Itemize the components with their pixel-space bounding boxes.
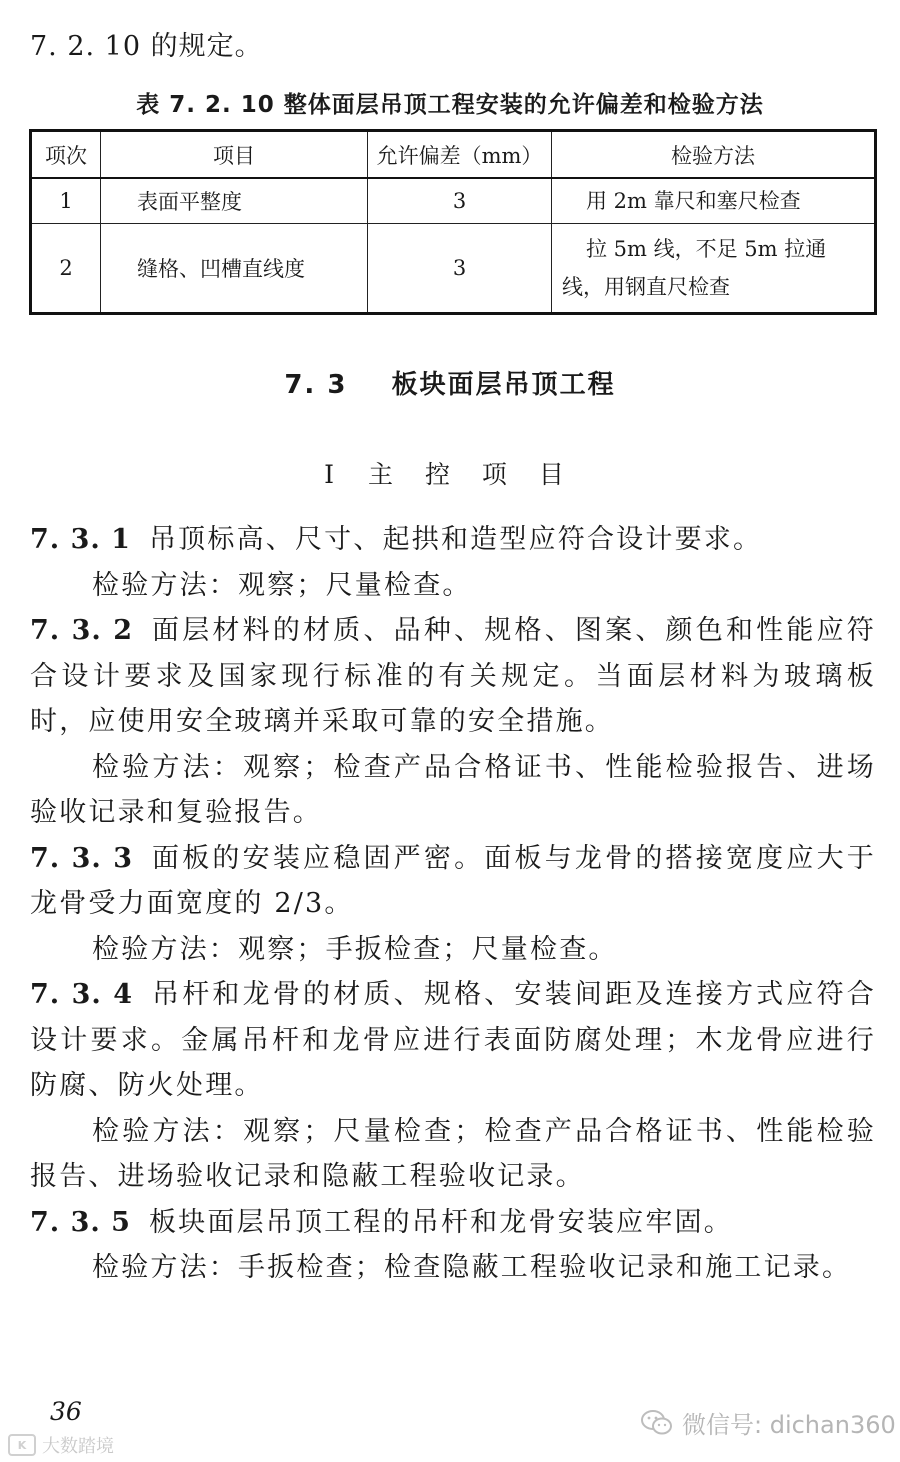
subsection-roman: Ⅰ <box>324 460 335 489</box>
clause-number: 7. 3. 1 <box>30 524 131 555</box>
clause <box>30 608 876 745</box>
clause-text: 面板的安装应稳固严密。面板与龙骨的搭接宽度应大于龙骨受力面宽度的 2/3。 <box>30 842 876 919</box>
intro-text: 7. 2. 10 的规定。 <box>30 31 263 62</box>
section-number: 7. 3 <box>284 370 348 400</box>
table-row <box>31 178 876 224</box>
clause-text: 板块面层吊顶工程的吊杆和龙骨安装应牢固。 <box>148 1206 733 1238</box>
wechat-icon <box>640 1409 674 1437</box>
page-number: 36 <box>50 1397 82 1426</box>
clause-list <box>30 517 876 1291</box>
clause <box>30 1200 876 1246</box>
header-item: 项目 <box>101 131 368 179</box>
tolerance-table <box>29 129 877 315</box>
watermark <box>640 1405 896 1440</box>
logo-icon: K <box>8 1434 36 1456</box>
section-heading <box>0 364 900 401</box>
clause-method: 检验方法：观察；检查产品合格证书、性能检验报告、进场验收记录和复验报告。 <box>30 751 876 828</box>
cell-no: 2 <box>31 224 101 314</box>
clause-method: 检验方法：观察；尺量检查。 <box>92 569 472 601</box>
section-title: 板块面层吊顶工程 <box>391 370 616 400</box>
clause-text: 面层材料的材质、品种、规格、图案、颜色和性能应符合设计要求及国家现行标准的有关规定。当面层材料为玻璃板时，应使用安全玻璃并采取可靠的安全措施。 <box>30 615 876 737</box>
cell-item: 表面平整度 <box>101 178 368 224</box>
clause-text: 吊杆和龙骨的材质、规格、安装间距及连接方式应符合设计要求。金属吊杆和龙骨应进行表面防腐处理；木龙骨应进行防腐、防火处理。 <box>30 979 876 1101</box>
clause-number: 7. 3. 2 <box>30 615 133 646</box>
cell-tolerance: 3 <box>368 178 552 224</box>
cell-method: 用 2m 靠尺和塞尺检查 <box>552 178 876 224</box>
clause-method: 检验方法：观察；尺量检查；检查产品合格证书、性能检验报告、进场验收记录和隐蔽工程验收记录。 <box>30 1115 876 1192</box>
subsection-heading <box>0 455 900 491</box>
cell-item: 缝格、凹槽直线度 <box>101 224 368 314</box>
clause-number: 7. 3. 3 <box>30 842 133 874</box>
stamp-text: 大数踏境 <box>42 1436 114 1457</box>
table-row <box>31 224 876 314</box>
cell-tolerance: 3 <box>368 224 552 314</box>
table-caption: 表 7. 2. 10 整体面层吊顶工程安装的允许偏差和检验方法 <box>136 92 764 118</box>
clause-number: 7. 3. 4 <box>30 979 133 1010</box>
watermark-text: 微信号: dichan360 <box>682 1411 896 1439</box>
cell-method: 拉 5m 线，不足 5m 拉通线，用钢直尺检查 <box>552 224 876 314</box>
source-stamp <box>8 1432 114 1458</box>
clause <box>30 972 876 1109</box>
clause-method: 检验方法：手扳检查；检查隐蔽工程验收记录和施工记录。 <box>92 1252 852 1283</box>
header-no: 项次 <box>31 131 101 179</box>
header-tolerance: 允许偏差（mm） <box>368 131 552 179</box>
clause <box>30 517 876 563</box>
subsection-title: 主 控 项 目 <box>368 460 576 489</box>
clause-method: 检验方法：观察；手扳检查；尺量检查。 <box>92 933 618 965</box>
cell-no: 1 <box>31 178 101 224</box>
header-method: 检验方法 <box>552 131 876 179</box>
clause <box>30 836 876 927</box>
clause-number: 7. 3. 5 <box>30 1206 131 1238</box>
clause-text: 吊顶标高、尺寸、起拱和造型应符合设计要求。 <box>148 524 763 555</box>
table-header-row <box>31 131 876 179</box>
